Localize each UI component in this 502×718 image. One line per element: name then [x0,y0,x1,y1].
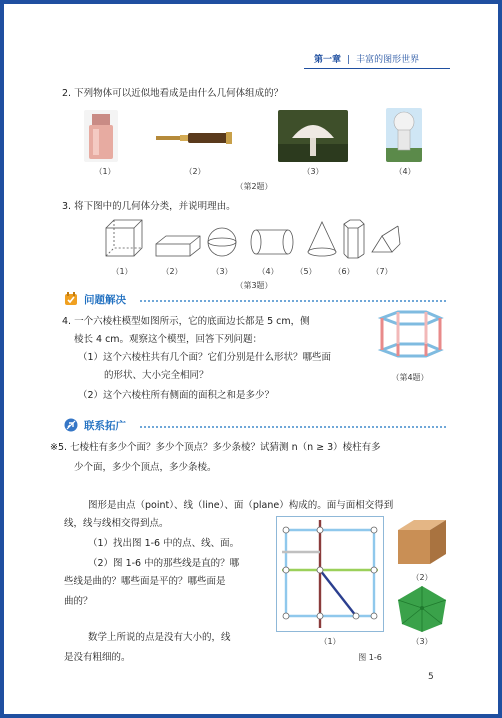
question-4-line2: 棱长 4 cm。观察这个模型，回答下列问题： [74,334,263,345]
page-number: 5 [428,672,434,682]
chapter-header: 第一章 | 丰富的图形世界 [314,55,420,65]
body-paragraph-4b: 是没有粗细的。 [64,652,131,663]
cardboard-box-figure [394,516,450,568]
q3-label-4: （4） [257,267,279,276]
hexagonal-prism-model [370,310,450,366]
figure-label-1: （1） [319,637,341,646]
body-paragraph-4a: 数学上所说的点是没有大小的，线 [88,632,231,643]
question-5-line1: ※5. 七棱柱有多少个面？多少个顶点？多少条棱？试猜测 n（n ≥ 3）棱柱有多 [50,442,381,453]
tower-photo [386,108,422,162]
q3-label-5: （5） [295,267,317,276]
question-4-line5: （2）这个六棱柱所有侧面的面积之和是多少？ [78,390,275,401]
body-question-2c: 曲的？ [64,596,93,607]
question-4-line3: （1）这个六棱柱共有几个面？它们分别是什么形状？哪些面 [78,352,332,363]
q3-caption: （第3题） [235,281,273,290]
q4-caption: （第4题） [391,373,429,382]
link-icon [64,418,78,432]
section-divider [140,426,446,428]
section-divider [140,300,446,302]
figure-label-2: （2） [411,573,433,582]
q3-label-3: （3） [211,267,233,276]
chapter-number: 第一章 [314,55,342,65]
q2-label-2: （2） [184,167,206,176]
checklist-icon [64,292,78,306]
section-title-extension: 联系拓广 [84,420,126,432]
q3-label-6: （6） [333,267,355,276]
body-paragraph-1a: 图形是由点（point）、线（line）、面（plane）构成的。面与面相交得到 [88,500,394,511]
q2-label-3: （3） [302,167,324,176]
geometric-solids-figure [102,218,402,262]
figure-caption: 图 1-6 [358,653,382,662]
question-3-text: 3. 将下图中的几何体分类，并说明理由。 [62,201,236,212]
body-question-1: （1）找出图 1-6 中的点、线、面。 [88,538,240,549]
section-title-problem-solving: 问题解决 [84,294,126,306]
question-5-line2: 少个面，多少个顶点，多少条棱。 [74,462,217,473]
figure-label-3: （3） [411,637,433,646]
q3-label-2: （2） [161,267,183,276]
mushroom-photo [278,110,348,162]
chapter-title: 丰富的图形世界 [356,55,420,65]
body-question-2b: 些线是曲的？哪些面是平的？哪些面是 [64,576,226,587]
umbrella-figure [394,584,450,634]
telescope-photo [154,126,236,150]
q3-label-7: （7） [371,267,393,276]
q2-label-1: （1） [94,167,116,176]
header-rule [304,68,450,69]
question-2-text: 2. 下列物体可以近似地看成是由什么几何体组成的？ [62,88,284,99]
body-question-2a: （2）图 1-6 中的那些线是直的？哪 [88,558,240,569]
body-paragraph-1b: 线，线与线相交得到点。 [64,518,169,529]
perfume-bottle-photo [84,110,118,162]
subway-map-figure [276,516,384,632]
q2-caption: （第2题） [235,182,273,191]
q3-label-1: （1） [111,267,133,276]
question-4-line1: 4. 一个六棱柱模型如图所示，它的底面边长都是 5 cm，侧 [62,316,310,327]
question-4-line4: 的形状、大小完全相同？ [104,370,209,381]
q2-label-4: （4） [394,167,416,176]
